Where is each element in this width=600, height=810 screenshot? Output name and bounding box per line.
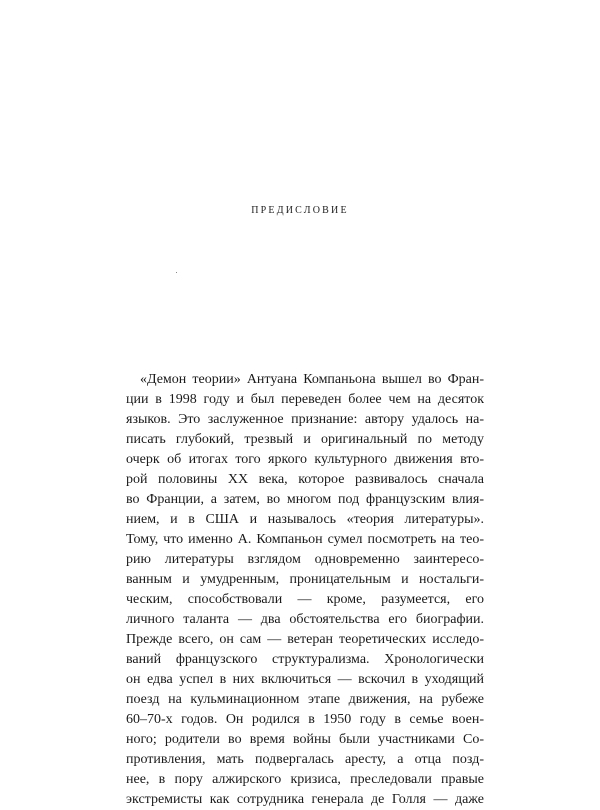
text-line: ванным и умудренным, проницательным и ностальги- (126, 572, 484, 587)
text-line: 60–70-х годов. Он родился в 1950 году в семье воен- (126, 712, 484, 727)
text-line: ного; родители во время войны были участниками Со- (126, 732, 484, 747)
text-line: Тому, что именно А. Компаньон сумел посмотреть на тео- (126, 532, 484, 547)
text-line: ции в 1998 году и был переведен более чем на десяток (126, 392, 484, 407)
text-line: он едва успел в них включиться — вскочил в уходящий (126, 672, 484, 687)
text-line: очерк об итогах того яркого культурного движения вто- (126, 452, 484, 467)
text-line: Прежде всего, он сам — ветеран теоретических исследо- (126, 632, 484, 647)
text-line: нее, в пору алжирского кризиса, преследовали правые (126, 772, 484, 787)
body-text (126, 370, 484, 810)
text-line: противления, мать подвергалась аресту, а отца позд- (126, 752, 484, 767)
text-line: во Франции, а затем, во многом под французским влия- (126, 492, 484, 507)
text-line: поезд на кульминационном этапе движения, на рубеже (126, 692, 484, 707)
text-line: ческим, способствовали — кроме, разумеется, его (126, 592, 484, 607)
section-heading: ПРЕДИСЛОВИЕ (251, 205, 349, 216)
text-line: рой половины XX века, которое развивалось сначала (126, 472, 484, 487)
text-line: писать глубокий, трезвый и оригинальный по методу (126, 432, 484, 447)
text-line: ваний французского структурализма. Хронологически (126, 652, 484, 667)
text-line: экстремисты как сотрудника генерала де Голля — даже (126, 792, 484, 807)
text-line: нием, и в США и называлось «теория литературы». (126, 512, 484, 527)
text-line: рию литературы взглядом одновременно заинтересо- (126, 552, 484, 567)
text-line: языков. Это заслуженное признание: автору удалось на- (126, 412, 484, 427)
text-line: «Демон теории» Антуана Компаньона вышел во Фран- (140, 372, 484, 387)
text-line: личного таланта — два обстоятельства его биографии. (126, 612, 484, 627)
print-speck (176, 272, 177, 273)
